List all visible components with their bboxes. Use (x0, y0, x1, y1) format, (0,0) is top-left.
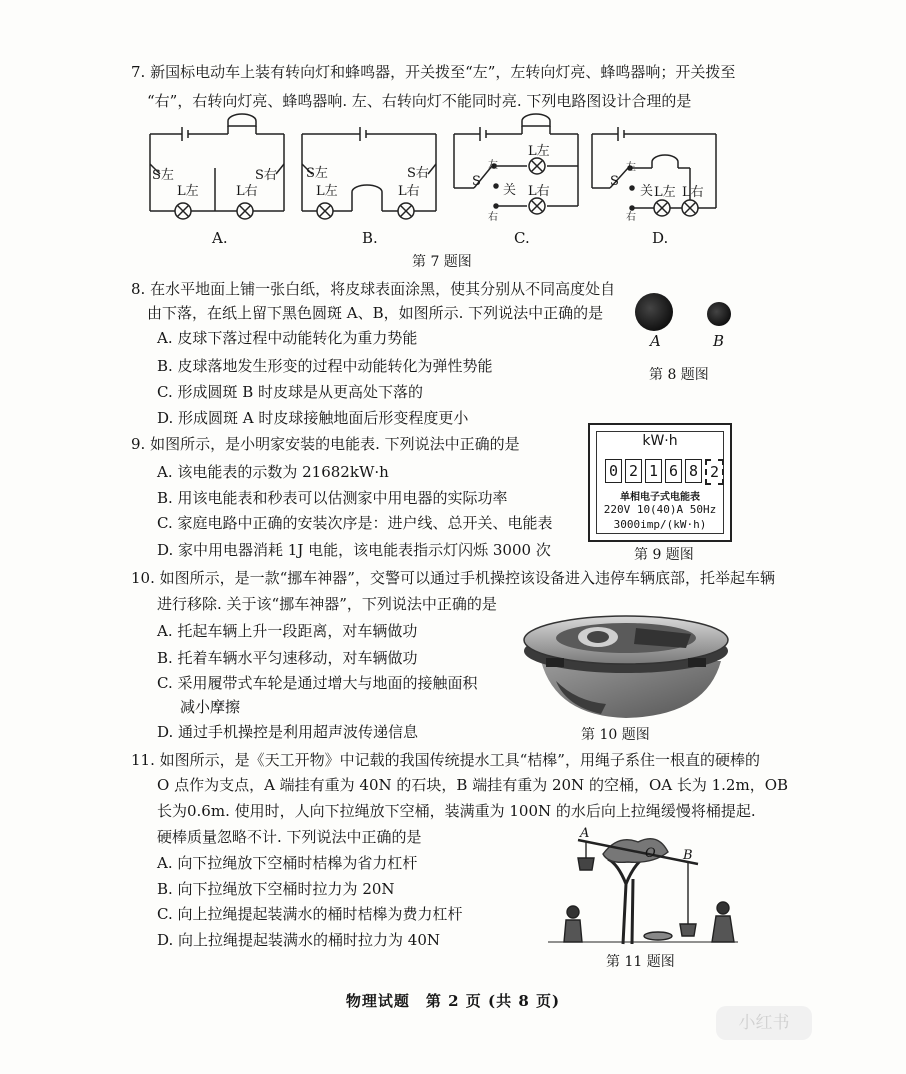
q7c-s: S (472, 174, 481, 189)
meter-name: 单相电子式电能表 (620, 492, 700, 503)
q7c-l-right: L右 (528, 184, 550, 199)
q8-caption: 第 8 题图 (649, 367, 709, 383)
q9-option-a: A. 该电能表的示数为 21682kW·h (157, 463, 389, 481)
q7b-s-left: S左 (306, 166, 328, 181)
q9-energy-meter (588, 423, 732, 542)
spot-b (707, 302, 731, 326)
q7c-contact-a: 左 (488, 160, 498, 171)
q10-caption: 第 10 题图 (581, 727, 650, 743)
q11-label-o: O (645, 846, 656, 861)
q8-label-a: A (650, 332, 661, 350)
q8-stem-line1: 8. 在水平地面上铺一张白纸，将皮球表面涂黑，使其分别从不同高度处自 (131, 280, 616, 298)
meter-digits (605, 459, 724, 485)
q8-option-d: D. 形成圆斑 A 时皮球接触地面后形变程度更小 (157, 409, 469, 427)
q7a-l-left: L左 (177, 184, 199, 199)
q11-option-b: B. 向下拉绳放下空桶时拉力为 20N (157, 880, 395, 898)
q7-option-b: B. (362, 229, 378, 247)
q8-stem-line2: 由下落，在纸上留下黑色圆斑 A、B，如图所示. 下列说法中正确的是 (147, 304, 604, 322)
q7-option-a: A. (212, 229, 228, 247)
meter-digit: 1 (645, 459, 662, 483)
q7-circuit-c (452, 118, 582, 213)
q11-label-a: A (580, 826, 590, 841)
q9-caption: 第 9 题图 (634, 547, 694, 563)
q10-stem-line2: 进行移除. 关于该“挪车神器”，下列说法中正确的是 (157, 595, 497, 613)
meter-digit-decimal: 2 (705, 459, 724, 485)
q11-option-a: A. 向下拉绳放下空桶时桔槔为省力杠杆 (157, 854, 418, 872)
q7-stem-line1: 7. 新国标电动车上装有转向灯和蜂鸣器，开关拨至“左”，左转向灯亮、蜂鸣器响；开关拨至 (131, 63, 736, 81)
q7b-l-right: L右 (398, 184, 420, 199)
q7b-l-left: L左 (316, 184, 338, 199)
q8-spots-figure (628, 290, 738, 335)
q7-caption: 第 7 题图 (412, 254, 472, 270)
q11-stem-line2: O 点作为支点，A 端挂有重为 40N 的石块，B 端挂有重为 20N 的空桶，OA 长为 1.2m，OB (157, 776, 789, 794)
q10-option-c: C. 采用履带式车轮是通过增大与地面的接触面积 (157, 674, 478, 692)
q7d-s: S (610, 174, 619, 189)
q7a-s-left: S左 (152, 168, 174, 183)
q7a-l-right: L右 (236, 184, 258, 199)
q7a-s-right: S右 (255, 168, 277, 183)
q10-stem-line1: 10. 如图所示，是一款“挪车神器”，交警可以通过手机操控该设备进入违停车辆底部，托举起车辆 (131, 569, 775, 587)
q11-stem-line1: 11. 如图所示，是《天工开物》中记载的我国传统提水工具“桔槔”，用绳子系住一根直的硬棒的 (131, 751, 760, 769)
meter-digit: 0 (605, 459, 622, 483)
q8-option-a: A. 皮球下落过程中动能转化为重力势能 (157, 329, 418, 347)
q10-option-b: B. 托着车辆水平匀速移动，对车辆做功 (157, 649, 418, 667)
q7c-contact-mid: 关 (503, 183, 517, 198)
meter-digit: 2 (625, 459, 642, 483)
meter-digit: 8 (685, 459, 702, 483)
q11-caption: 第 11 题图 (606, 954, 675, 970)
q8-label-b: B (713, 332, 725, 350)
q9-option-c: C. 家庭电路中正确的安装次序是：进户线、总开关、电能表 (157, 514, 553, 532)
q7b-s-right: S右 (407, 166, 429, 181)
q8-option-b: B. 皮球落地发生形变的过程中动能转化为弹性势能 (157, 357, 493, 375)
page-footer: 物理试题 第 2 页 (共 8 页) (345, 992, 561, 1010)
q7-stem-line2: “右”，右转向灯亮、蜂鸣器响. 左、右转向灯不能同时亮. 下列电路图设计合理的是 (147, 92, 692, 110)
q10-car-mover-photo (516, 606, 736, 721)
q10-option-d: D. 通过手机操控是利用超声波传递信息 (157, 723, 419, 741)
spot-a (635, 293, 673, 331)
q7d-contact-b: 右 (626, 212, 636, 223)
q8-option-c: C. 形成圆斑 B 时皮球是从更高处下落的 (157, 383, 424, 401)
q11-stem-line3: 长为0.6m. 使用时，人向下拉绳放下空桶，装满重为 100N 的水后向上拉绳缓慢将桶提起. (157, 802, 756, 820)
q7d-l-right: L右 (682, 185, 704, 200)
q10-option-a: A. 托起车辆上升一段距离，对车辆做功 (157, 622, 418, 640)
meter-spec2: 3000imp/(kW·h) (613, 518, 707, 531)
q11-option-c: C. 向上拉绳提起装满水的桶时桔槔为费力杠杆 (157, 905, 463, 923)
meter-unit: kW·h (642, 433, 678, 449)
q7-option-c: C. (514, 229, 530, 247)
q9-stem: 9. 如图所示，是小明家安装的电能表. 下列说法中正确的是 (131, 435, 520, 453)
q11-stem-line4: 硬棒质量忽略不计. 下列说法中正确的是 (157, 828, 422, 846)
meter-digit: 6 (665, 459, 682, 483)
q9-option-d: D. 家中用电器消耗 1J 电能，该电能表指示灯闪烁 3000 次 (157, 541, 551, 559)
q11-option-d: D. 向上拉绳提起装满水的桶时拉力为 40N (157, 931, 441, 949)
q7d-contact-a: 左 (626, 162, 636, 173)
q11-jiegao-illustration (548, 824, 738, 944)
q7c-contact-b: 右 (488, 212, 498, 223)
watermark: 小红书 (716, 1006, 812, 1040)
q9-option-b: B. 用该电能表和秒表可以估测家中用电器的实际功率 (157, 489, 508, 507)
q7c-l-left: L左 (528, 144, 550, 159)
meter-spec1: 220V 10(40)A 50Hz (603, 503, 717, 516)
q10-option-c-cont: 减小摩擦 (180, 698, 241, 716)
q11-label-b: B (683, 848, 693, 863)
q7-option-d: D. (652, 229, 669, 247)
q7d-contact-mid: 关 (640, 184, 654, 199)
q7d-l-left: L左 (654, 185, 676, 200)
